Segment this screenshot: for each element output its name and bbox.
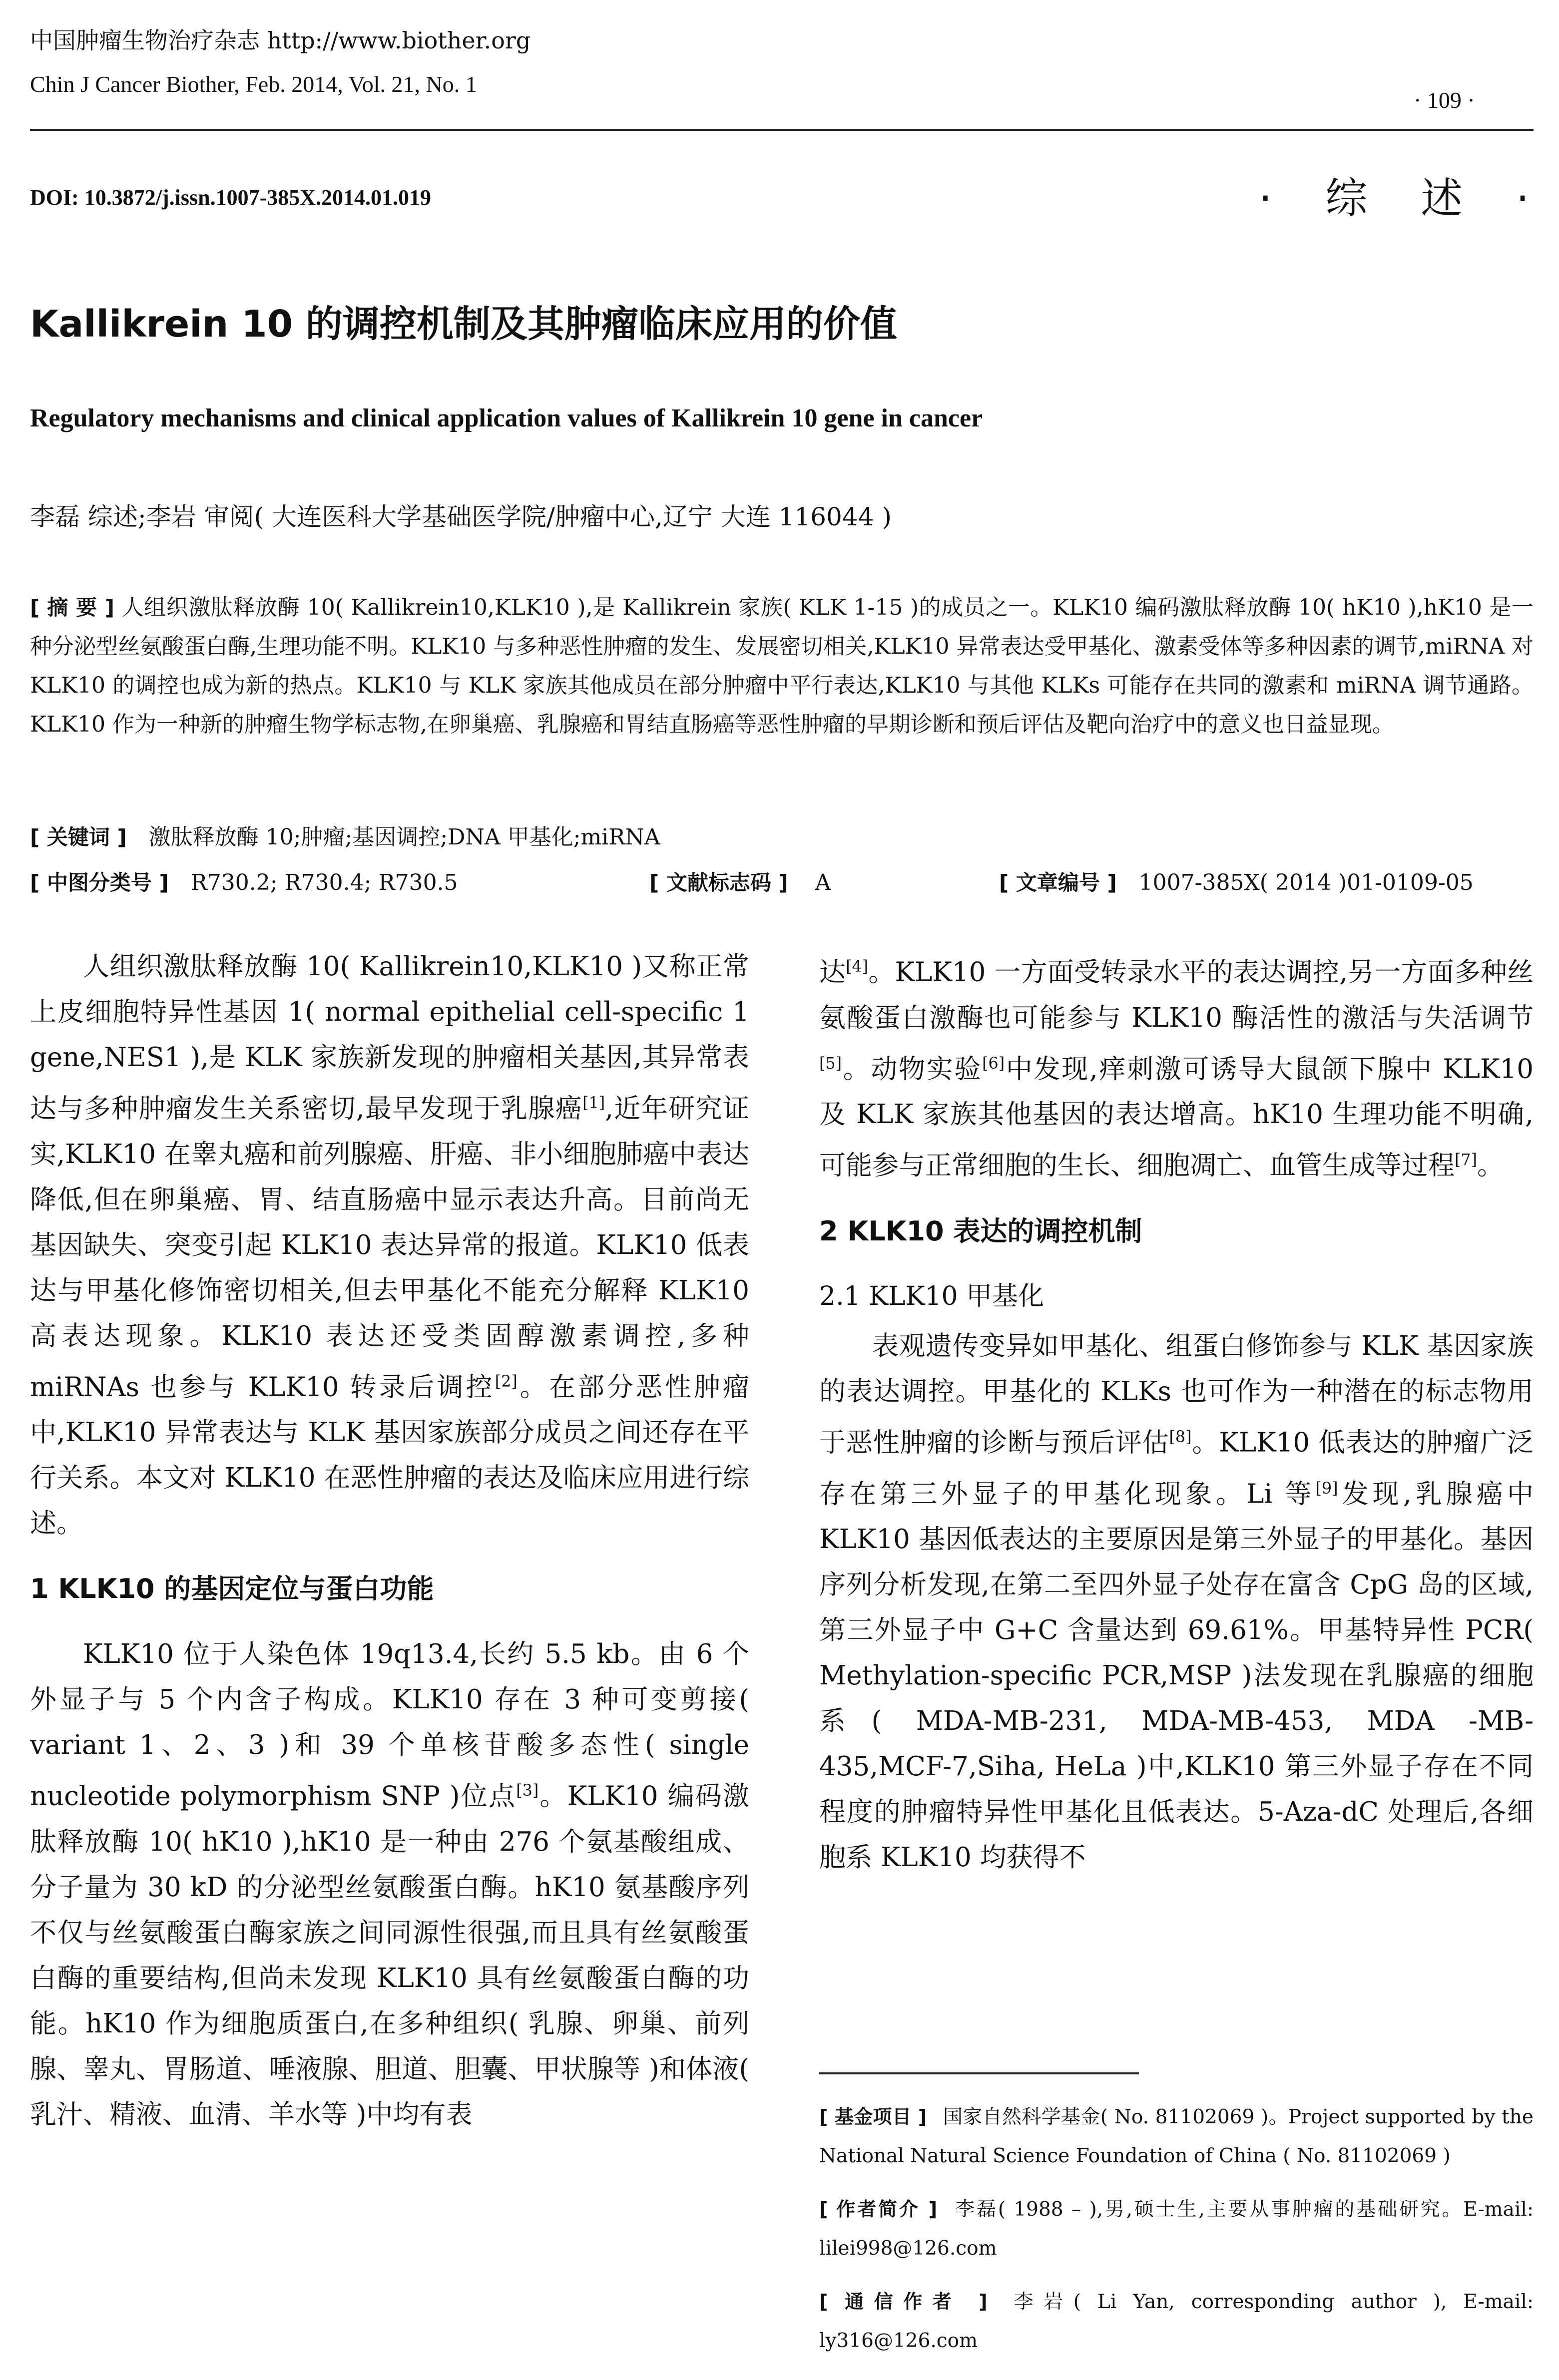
- corresponding-label: [ 通信作者 ]: [819, 2291, 988, 2313]
- section-heading-1: 1 KLK10 的基因定位与蛋白功能: [30, 1573, 434, 1605]
- authors: 李磊 综述;李岩 审阅( 大连医科大学基础医学院/肿瘤中心,辽宁 大连 116044 ): [30, 502, 892, 531]
- citation: [7]: [1455, 1151, 1478, 1170]
- abstract-label: [ 摘 要 ]: [30, 595, 115, 620]
- section-tag: · 综 述 ·: [1259, 174, 1550, 223]
- article-number: [999, 866, 1474, 896]
- right-paragraph-1: 达[4]。KLK10 一方面受转录水平的表达调控,另一方面多种丝氨酸蛋白激酶也可能参与 KLK10 酶活性的激活与失活调节[5]。动物实验[6]中发现,痒刺激可诱导大鼠颌下腺中 KLK10 及 KLK 家族其他基因的表达增高。hK10 生理功能不明确,可能参与正常细胞的生长、细胞凋亡、血管生成等过程[7]。: [819, 957, 1534, 1181]
- author-info-text: 李磊( 1988 – ),男,硕士生,主要从事肿瘤的基础研究。E-mail: lilei998@126.com: [819, 2198, 1534, 2260]
- doc-code: [649, 866, 831, 896]
- footnote-rule: [819, 2072, 1139, 2074]
- citation: [2]: [495, 1372, 518, 1391]
- citation: [4]: [846, 957, 869, 976]
- subsection-heading-2-1: 2.1 KLK10 甲基化: [819, 1281, 1044, 1311]
- abstract: [30, 588, 1534, 744]
- clc: [30, 866, 458, 896]
- citation: [9]: [1315, 1479, 1338, 1498]
- doc-code-value: A: [815, 870, 831, 895]
- author-info-label: [ 作者简介 ]: [819, 2198, 938, 2220]
- keywords-label: [ 关键词 ]: [30, 825, 127, 849]
- keywords-text: 激肽释放酶 10;肿瘤;基因调控;DNA 甲基化;miRNA: [148, 824, 660, 850]
- fund-label: [ 基金项目 ]: [819, 2106, 927, 2128]
- title-cn: Kallikrein 10 的调控机制及其肿瘤临床应用的价值: [30, 303, 897, 346]
- section-heading-2: 2 KLK10 表达的调控机制: [819, 1215, 1142, 1247]
- citation: [3]: [516, 1781, 539, 1800]
- doi: DOI: 10.3872/j.issn.1007-385X.2014.01.019: [30, 185, 432, 210]
- citation: [8]: [1169, 1427, 1192, 1446]
- journal-header-en: Chin J Cancer Biother, Feb. 2014, Vol. 21, No. 1: [30, 71, 477, 97]
- left-paragraph-2: KLK10 位于人染色体 19q13.4,长约 5.5 kb。由 6 个外显子与 5 个内含子构成。KLK10 存在 3 种可变剪接( variant 1、2、3 )和 39 个单核苷酸多态性( single nucleotide polymorphism SNP )位点[3]。KLK10 编码激肽释放酶 10( hK10 ),hK10 是一种由 276 个氨基酸组成、分子量为 30 kD 的分泌型丝氨酸蛋白酶。hK10 氨基酸序列不仅与丝氨酸蛋白酶家族之间同源性很强,而且具有丝氨酸蛋白酶的重要结构,但尚未发现 KLK10 具有丝氨酸蛋白酶的功能。hK10 作为细胞质蛋白,在多种组织( 乳腺、卵巢、前列腺、睾丸、胃肠道、唾液腺、胆道、胆囊、甲状腺等 )和体液( 乳汁、精液、血清、羊水等 )中均有表: [30, 1639, 749, 2130]
- citation: [6]: [982, 1054, 1005, 1073]
- clc-value: R730.2; R730.4; R730.5: [190, 870, 458, 895]
- article-number-label: [ 文章编号 ]: [999, 870, 1117, 895]
- article-number-value: 1007-385X( 2014 )01-0109-05: [1138, 870, 1474, 895]
- fund-text: 国家自然科学基金( No. 81102069 )。Project supported by the National Natural Science Foundation of China ( No. 81102069 ): [819, 2106, 1534, 2167]
- footnote-corresponding: [819, 2282, 1534, 2361]
- title-en: Regulatory mechanisms and clinical application values of Kallikrein 10 gene in cancer: [30, 404, 983, 432]
- left-column: [30, 944, 749, 2137]
- footnote-author: [819, 2190, 1534, 2268]
- keywords: [30, 819, 660, 851]
- citation: [1]: [582, 1094, 605, 1112]
- journal-header-cn: 中国肿瘤生物治疗杂志 http://www.biother.org: [30, 27, 531, 54]
- citation: [5]: [819, 1054, 842, 1073]
- clc-label: [ 中图分类号 ]: [30, 870, 169, 895]
- footnote-fund: [819, 2097, 1534, 2176]
- right-paragraph-2: 表观遗传变异如甲基化、组蛋白修饰参与 KLK 基因家族的表达调控。甲基化的 KLKs 也可作为一种潜在的标志物用于恶性肿瘤的诊断与预后评估[8]。KLK10 低表达的肿瘤广泛存在第三外显子的甲基化现象。Li 等[9]发现,乳腺癌中 KLK10 基因低表达的主要原因是第三外显子的甲基化。基因序列分析发现,在第二至四外显子处存在富含 CpG 岛的区域,第三外显子中 G+C 含量达到 69.61%。甲基特异性 PCR( Methylation-specific PCR,MSP )法发现在乳腺癌的细胞系( MDA-MB-231, MDA-MB-453, MDA -MB-435,MCF-7,Siha, HeLa )中,KLK10 第三外显子存在不同程度的肿瘤特异性甲基化且低表达。5-Aza-dC 处理后,各细胞系 KLK10 均获得不: [819, 1330, 1534, 1873]
- corresponding-text: 李岩( Li Yan, corresponding author ), E-mail: ly316@126.com: [819, 2291, 1534, 2352]
- abstract-text: 人组织激肽释放酶 10( Kallikrein10,KLK10 ),是 Kallikrein 家族( KLK 1-15 )的成员之一。KLK10 编码激肽释放酶 10( hK10 ),hK10 是一种分泌型丝氨酸蛋白酶,生理功能不明。KLK10 与多种恶性肿瘤的发生、发展密切相关,KLK10 异常表达受甲基化、激素受体等多种因素的调节,miRNA 对 KLK10 的调控也成为新的热点。KLK10 与 KLK 家族其他成员在部分肿瘤中平行表达,KLK10 与其他 KLKs 可能存在共同的激素和 miRNA 调节通路。KLK10 作为一种新的肿瘤生物学标志物,在卵巢癌、乳腺癌和胃结直肠癌等恶性肿瘤的早期诊断和预后评估及靶向治疗中的意义也日益显现。: [30, 595, 1534, 737]
- right-column: [819, 944, 1534, 1880]
- page-number: · 109 ·: [1414, 87, 1475, 113]
- header-rule: [30, 129, 1534, 131]
- doc-code-label: [ 文献标志码 ]: [649, 870, 788, 895]
- left-paragraph-1: 人组织激肽释放酶 10( Kallikrein10,KLK10 )又称正常上皮细胞特异性基因 1( normal epithelial cell-specific 1 gene,NES1 ),是 KLK 家族新发现的肿瘤相关基因,其异常表达与多种肿瘤发生关系密切,最早发现于乳腺癌[1],近年研究证实,KLK10 在睾丸癌和前列腺癌、肝癌、非小细胞肺癌中表达降低,但在卵巢癌、胃、结直肠癌中显示表达升高。目前尚无基因缺失、突变引起 KLK10 表达异常的报道。KLK10 低表达与甲基化修饰密切相关,但去甲基化不能充分解释 KLK10 高表达现象。KLK10 表达还受类固醇激素调控,多种 miRNAs 也参与 KLK10 转录后调控[2]。在部分恶性肿瘤中,KLK10 异常表达与 KLK 基因家族部分成员之间还存在平行关系。本文对 KLK10 在恶性肿瘤的表达及临床应用进行综述。: [30, 951, 750, 1539]
